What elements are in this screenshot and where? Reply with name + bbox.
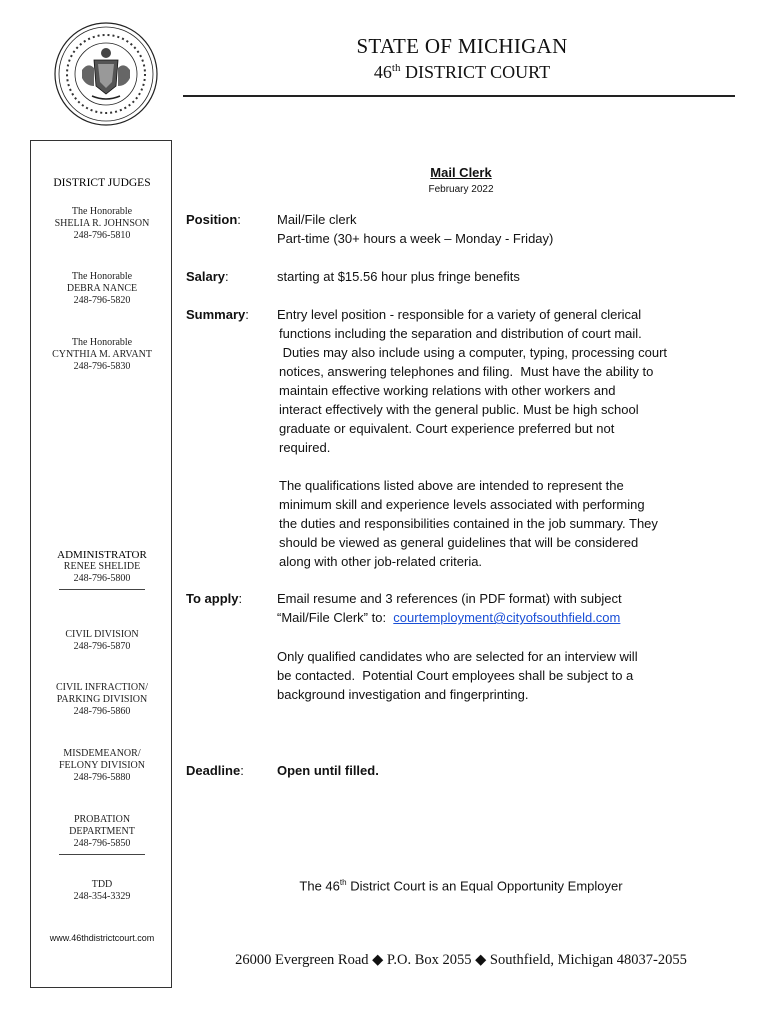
qualifications-line: along with other job-related criteria. [279,554,483,569]
summary-line: maintain effective working relations with other workers and [279,383,616,398]
deadline-text: Open until filled. [277,763,379,778]
apply-subject: “Mail/File Clerk” to: [277,610,394,625]
summary-label: Summary: [186,307,249,322]
judge-honorific: The Honorable [71,271,133,282]
apply-label-text: To apply [186,591,239,606]
eeo-suffix: th [339,878,347,887]
court-state-title: STATE OF MICHIGAN [356,34,568,58]
notice-text [277,647,717,704]
apply-text [277,589,717,627]
qualifications-text [277,476,719,571]
summary-line: Entry level position - responsible for a variety of general clerical [277,307,642,322]
summary-line: functions including the separation and distribution of court mail. [279,326,642,341]
tdd-entry [31,879,173,903]
department-name-line2: DEPARTMENT [69,826,135,837]
administrator-entry [31,549,173,590]
position-label: Position: [186,212,241,227]
notice-line: be contacted. Potential Court employees shall be subject to a [277,668,634,683]
judge-entry [31,206,173,242]
judge-honorific: The Honorable [71,337,133,348]
judges-heading: DISTRICT JUDGES [53,177,151,189]
deadline-label-text: Deadline [186,763,241,778]
salary-text: starting at $15.56 hour plus fringe benefits [277,269,520,284]
tdd-phone: 248-354-3329 [73,891,131,902]
judge-phone: 248-796-5830 [73,361,131,372]
michigan-court-seal-icon [52,20,160,128]
eeo-rest: District Court is an Equal Opportunity Employer [346,878,623,894]
summary-line: Duties may also include using a computer, typing, processing court [279,345,668,360]
apply-line [277,608,717,627]
summary-line: graduate or equivalent. Court experience preferred but not [279,421,615,436]
qualifications-line: the duties and responsibilities contained in the job summary. They [279,516,658,531]
sidebar-directory [30,140,172,988]
qualifications-line: The qualifications listed above are intended to represent the [279,478,624,493]
salary-label-text: Salary [186,269,226,284]
court-address: 26000 Evergreen Road ◆ P.O. Box 2055 ◆ Southfield, Michigan 48037-2055 [235,952,687,968]
position-line: Part-time (30+ hours a week – Monday - Friday) [277,231,554,246]
summary-line: interact effectively with the general public. Must be high school [279,402,639,417]
notice-line: background investigation and fingerprinting. [277,687,529,702]
judge-phone: 248-796-5820 [73,295,131,306]
department-name: CIVIL DIVISION [65,629,139,640]
administrator-name: RENEE SHELIDE [63,561,141,572]
department-entry [31,748,173,784]
department-entry [31,629,173,653]
department-entry [31,814,173,855]
summary-line: required. [279,440,331,455]
department-name: CIVIL INFRACTION/ [55,682,149,693]
department-phone: 248-796-5870 [73,641,131,652]
tdd-label: TDD [91,879,113,890]
department-phone: 248-796-5850 [73,838,131,849]
position-line: Mail/File clerk [277,212,357,227]
apply-label: To apply: [186,591,243,606]
eeo-statement [186,878,736,893]
header-divider [183,95,735,97]
judge-entry [31,271,173,307]
summary-text [277,305,717,457]
department-name-line2: PARKING DIVISION [56,694,148,705]
court-name-rest: DISTRICT COURT [404,62,551,82]
deadline-label: Deadline: [186,763,244,778]
apply-line: Email resume and 3 references (in PDF format) with subject [277,591,622,606]
divider [59,589,145,590]
court-ordinal: 46 [373,62,392,82]
website-link[interactable]: www.46thdistrictcourt.com [49,933,155,943]
judge-name: CYNTHIA M. ARVANT [52,349,152,360]
judge-name: DEBRA NANCE [66,283,138,294]
administrator-phone: 248-796-5800 [73,573,131,584]
divider [59,854,145,855]
department-name: MISDEMEANOR/ [63,748,141,759]
judge-honorific: The Honorable [71,206,133,217]
job-date: February 2022 [428,184,494,195]
department-name: PROBATION [73,814,131,825]
summary-label-text: Summary [186,307,246,322]
salary-label: Salary: [186,269,229,284]
judge-phone: 248-796-5810 [73,230,131,241]
qualifications-line: should be viewed as general guidelines that will be considered [279,535,639,550]
department-entry [31,682,173,718]
department-phone: 248-796-5880 [73,772,131,783]
apply-email-link[interactable]: courtemployment@cityofsouthfield.com [393,610,621,625]
notice-line: Only qualified candidates who are selected for an interview will [277,649,638,664]
department-phone: 248-796-5860 [73,706,131,717]
job-title: Mail Clerk [430,165,492,180]
court-name-title [188,62,736,83]
position-text [277,210,717,248]
summary-line: notices, answering telephones and filing. Must have the ability to [279,364,654,379]
eeo-prefix: The 46 [299,878,340,894]
judge-name: SHELIA R. JOHNSON [54,218,150,229]
court-ordinal-suffix: th [391,62,401,74]
department-name-line2: FELONY DIVISION [58,760,145,771]
judge-entry [31,337,173,373]
administrator-heading: ADMINISTRATOR [57,549,147,561]
position-label-text: Position [186,212,238,227]
qualifications-line: minimum skill and experience levels associated with performing [279,497,645,512]
